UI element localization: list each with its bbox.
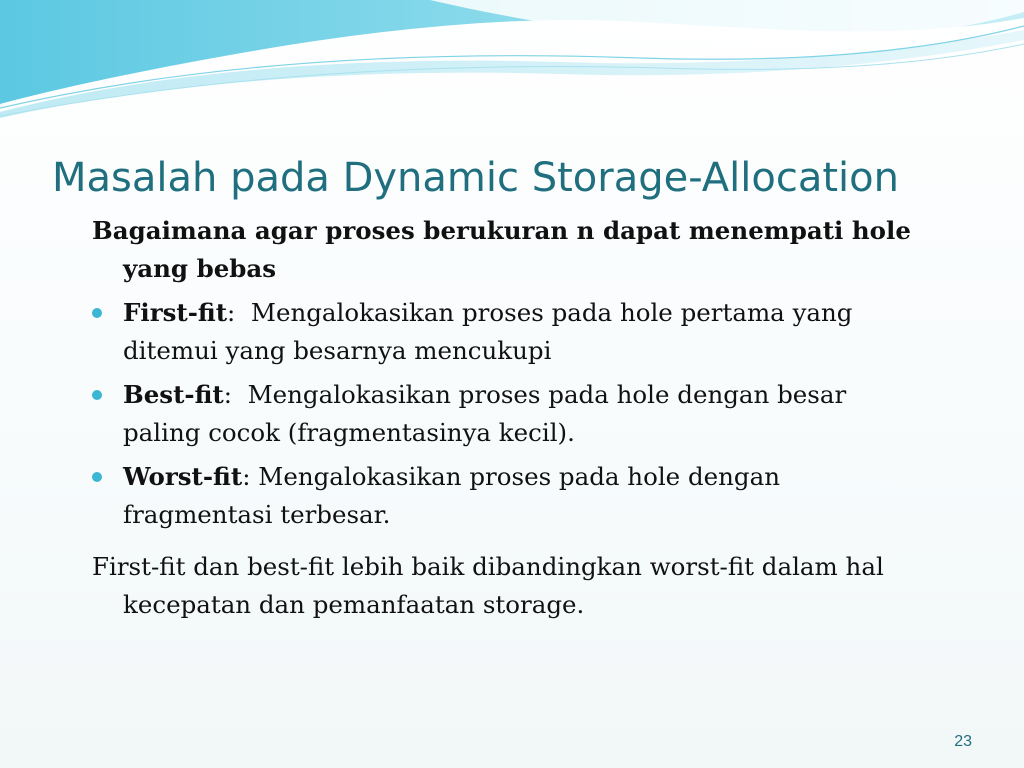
header-wave-decoration (0, 0, 1024, 130)
page-number: 23 (954, 733, 972, 750)
bullet-icon (92, 308, 102, 318)
spacer (92, 540, 922, 548)
bullet-term: Best-fit (123, 380, 224, 409)
intro-text: Bagaimana agar proses berukuran n dapat menempati hole yang bebas (92, 216, 911, 283)
bullet-text: Mengalokasikan proses pada hole pertama yang ditemui yang besarnya mencukupi (123, 298, 853, 365)
bullet-icon (92, 390, 102, 400)
bullet-text: Mengalokasikan proses pada hole dengan besar paling cocok (fragmentasinya kecil). (123, 380, 847, 447)
bullet-term: First-fit (123, 298, 228, 327)
conclusion-text: First-fit dan best-fit lebih baik dibandingkan worst-fit dalam hal kecepatan dan pemanfaatan storage. (92, 552, 884, 619)
bullet-separator: : (242, 462, 259, 491)
bullet-item-first-fit (92, 294, 922, 370)
bullet-separator: : (223, 380, 248, 409)
slide-title: Masalah pada Dynamic Storage-Allocation (52, 155, 899, 201)
bullet-item-worst-fit (92, 458, 922, 534)
bullet-item-best-fit (92, 376, 922, 452)
bullet-text: Mengalokasikan proses pada hole dengan fragmentasi terbesar. (123, 462, 780, 529)
slide-body (92, 212, 922, 630)
bullet-icon (92, 472, 102, 482)
bullet-term: Worst-fit (123, 462, 243, 491)
bullet-separator: : (227, 298, 251, 327)
